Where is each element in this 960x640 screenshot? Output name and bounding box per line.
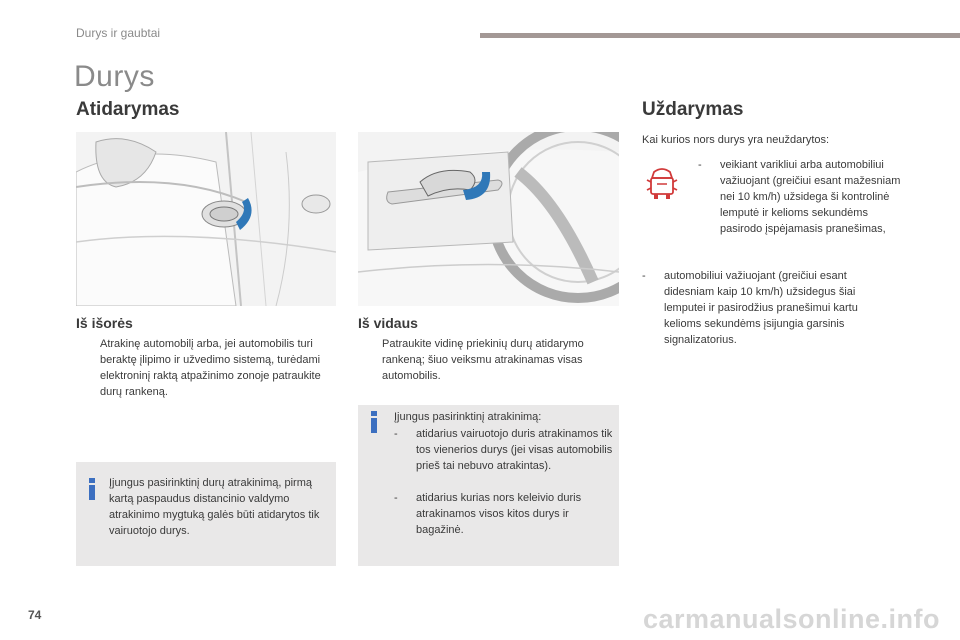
page-title: Durys <box>74 60 155 93</box>
opening-heading: Atidarymas <box>76 99 180 120</box>
outside-info-box <box>76 462 336 566</box>
inside-heading: Iš vidaus <box>358 315 418 331</box>
door-interior-illustration <box>358 132 619 306</box>
header-rule <box>480 33 960 38</box>
page-number: 74 <box>28 608 42 622</box>
inside-info-box <box>358 405 619 566</box>
inside-info-item: - atidarius kurias nors keleivio duris atrakinamos visos kitos durys ir bagažinė. <box>394 492 582 536</box>
bullet-arrow-icon <box>366 336 374 384</box>
bullet-arrow-icon <box>84 336 92 400</box>
info-icon <box>87 478 97 500</box>
closing-intro: Kai kurios nors durys yra neuždarytos: <box>642 134 830 146</box>
info-icon <box>369 411 379 433</box>
inside-instruction <box>366 336 616 384</box>
inside-info-item: - atidarius vairuotojo duris atrakinamos tik tos vienerios durys (jei visas automobilis prieš tai nebuvo atrakintas). <box>394 428 613 472</box>
car-door-open-warning-icon <box>642 164 682 202</box>
outside-instruction-text: Atrakinę automobilį arba, jei automobilis turi beraktę įlipimo ir užvedimo sistemą, turėdami elektroninį raktą atpažinimo zonoje patraukite durų rankeną. <box>100 338 321 398</box>
inside-info-intro: Įjungus pasirinktinį atrakinimą: <box>394 411 542 423</box>
inside-instruction-text: Patraukite vidinę priekinių durų atidarymo rankeną; šiuo veiksmu atrakinamas visas automobilis. <box>382 338 584 382</box>
outside-info-text: Įjungus pasirinktinį durų atrakinimą, pirmą kartą paspaudus distancinio valdymo atrakinimo mygtuką galės būti atidarytos tik vairuotojo durys. <box>109 477 320 537</box>
section-header: Durys ir gaubtai <box>76 26 161 40</box>
outside-heading: Iš išorės <box>76 315 133 331</box>
closing-heading: Uždarymas <box>642 99 744 120</box>
outside-instruction <box>84 336 329 400</box>
closing-item: - automobiliui važiuojant (greičiui esant didesniam kaip 10 km/h) užsidegus šiai lemputei ir pasirodžius pranešimui kartu kelioms sekundėms įsijungia garsinis signalizatorius. <box>642 270 858 346</box>
closing-item: - veikiant varikliui arba automobiliui važiuojant (greičiui esant mažesniam nei 10 km/h) užsidega ši kontrolinė lemputė ir kelioms sekundėms pasirodo įspėjamasis pranešimas, <box>698 159 901 235</box>
door-exterior-illustration <box>76 132 336 306</box>
watermark: carmanualsonline.info <box>642 604 940 634</box>
